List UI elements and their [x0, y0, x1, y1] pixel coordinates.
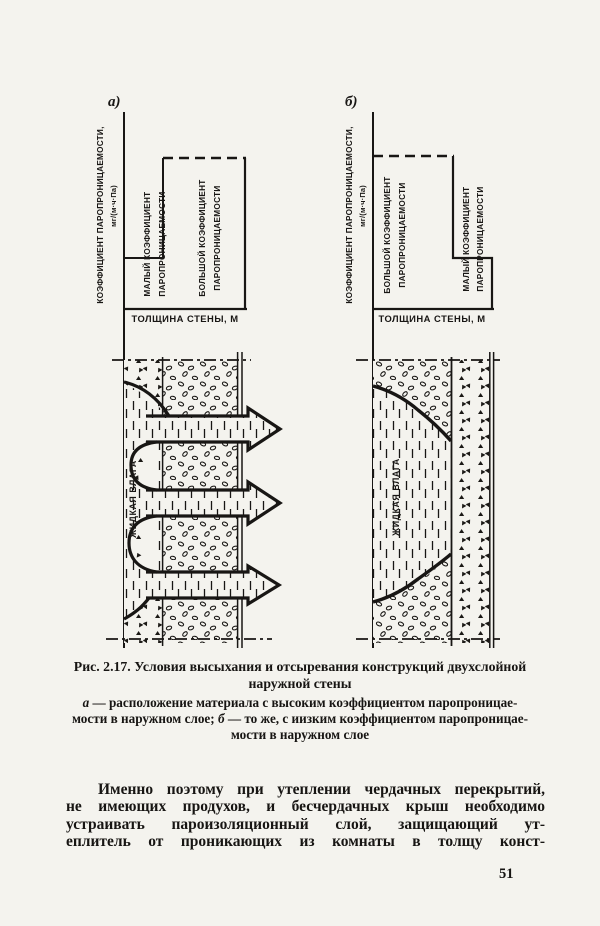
body-line-2: не имеющих продухов, и бесчердачных крыш необходимо	[66, 798, 545, 816]
caption-note-line3: мости в наружном слое	[230, 726, 370, 742]
figure-caption	[0, 659, 600, 742]
caption-note-a-letter: а	[82, 695, 90, 710]
panel-b-y-axis-label-line1: КОЭФФИЦИЕНТ ПАРОПРОНИЦАЕМОСТИ,	[345, 126, 354, 304]
panel-a-small-coefficient-label-line1: МАЛЫЙ КОЭФФИЦИЕНТ	[143, 191, 152, 297]
caption-note-b-text: — то же, с иизким коэффициентом паропроницае-	[224, 710, 529, 726]
panel-b-y-axis-label-line2: мг/(м·ч·Па)	[358, 185, 367, 227]
caption-note-line2	[0, 711, 600, 727]
figure-caption-notes	[0, 695, 600, 742]
panel-b-x-axis-label: ТОЛЩИНА СТЕНЫ, М	[378, 313, 486, 324]
panel-a-y-axis-label-line2: мг/(м·ч·Па)	[109, 185, 118, 227]
panel-b-liquid-moisture-label: ЖИДКАЯ ВЛАГА	[391, 458, 401, 536]
panel-a-label: а)	[108, 94, 121, 110]
panel-b-small-coefficient-label-line1: МАЛЫЙ КОЭФФИЦИЕНТ	[462, 186, 471, 292]
body-paragraph	[66, 781, 545, 850]
caption-note-line1	[0, 695, 600, 711]
figure-caption-title-line1: Рис. 2.17. Условия высыхания и отсыревания конструкций двухслойной	[73, 659, 527, 674]
panel-a-y-axis-label-line1: КОЭФФИЦИЕНТ ПАРОПРОНИЦАЕМОСТИ,	[96, 126, 105, 304]
caption-note-a-text: — расположение материала с высоким коэффициентом паропроницае-	[89, 695, 518, 710]
panel-b-outer-layer	[451, 360, 490, 643]
panel-a-liquid-moisture-label: ЖИДКАЯ ВЛАГА	[128, 460, 138, 538]
caption-note-b-pre: мости в наружном слое;	[71, 710, 218, 726]
body-line-1: Именно поэтому при утеплении чердачных перекрытий,	[98, 781, 545, 798]
moisture-arrow-3	[146, 566, 279, 604]
panel-a-big-coefficient-label-line1: БОЛЬШОЙ КОЭФФИЦИЕНТ	[198, 179, 207, 297]
figure-caption-title-line2: наружной стены	[248, 675, 352, 691]
panel-b-big-coefficient-label-line1: БОЛЬШОЙ КОЭФФИЦИЕНТ	[383, 176, 392, 294]
page-number: 51	[499, 866, 514, 882]
panel-a-wall-section	[106, 352, 280, 648]
panel-b-small-coefficient-label-line2: ПАРОПРОНИЦАЕМОСТИ	[476, 186, 485, 292]
body-line-3: устраивать пароизоляционный слой, защищающий ут-	[66, 815, 545, 833]
panel-a-small-coefficient-label-line2: ПАРОПРОНИЦАЕМОСТИ	[158, 191, 167, 297]
body-line-4: еплитель от проникающих из комнаты в толщу конст-	[66, 832, 545, 850]
panel-a-x-axis-label: ТОЛЩИНА СТЕНЫ, М	[131, 313, 239, 324]
panel-b-step-line	[453, 156, 492, 309]
panel-b-wall-section	[356, 352, 500, 648]
panel-b-label: б)	[345, 94, 358, 110]
caption-note-b-letter: б	[217, 710, 225, 726]
panel-b-big-coefficient-label-line2: ПАРОПРОНИЦАЕМОСТИ	[398, 182, 407, 288]
panel-a-big-coefficient-label-line2: ПАРОПРОНИЦАЕМОСТИ	[213, 185, 222, 291]
